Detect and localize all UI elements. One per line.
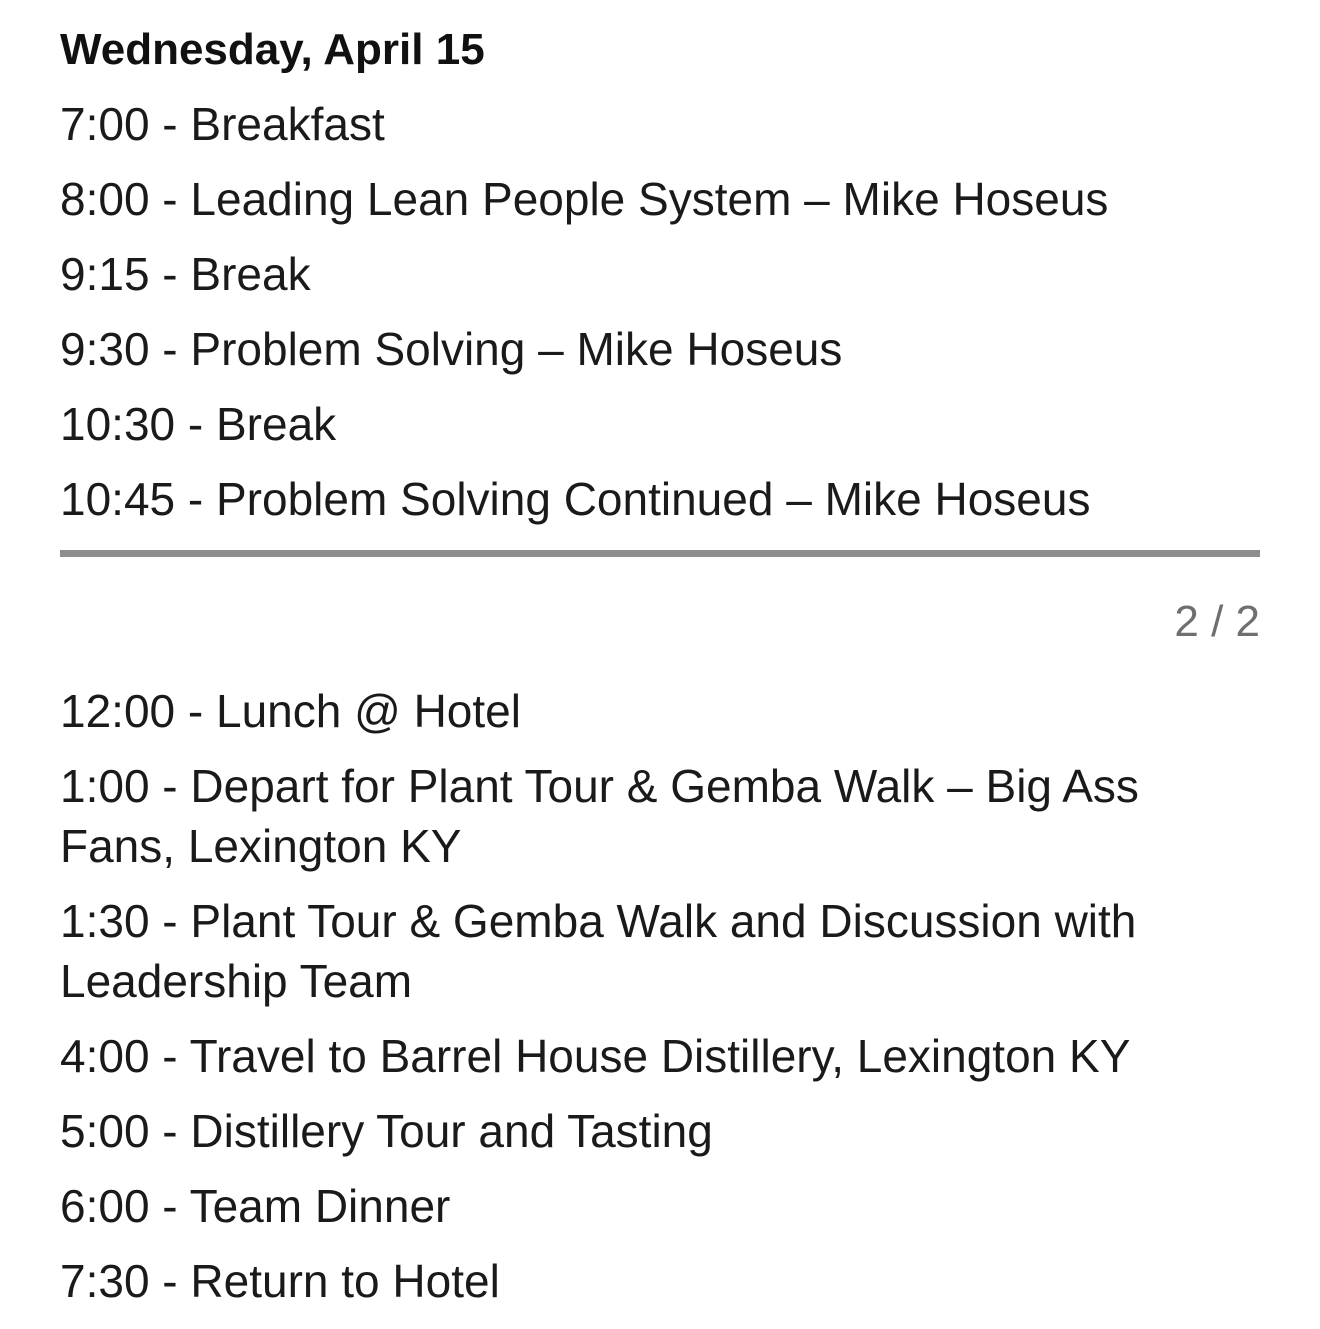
schedule-item: 9:15 - Break <box>60 248 311 300</box>
schedule-item: 1:30 - Plant Tour & Gemba Walk and Discussion with Leadership Team <box>60 895 1137 1007</box>
schedule-item: 5:00 - Distillery Tour and Tasting <box>60 1105 713 1157</box>
page-divider <box>60 550 1260 557</box>
schedule-page <box>60 0 1260 1329</box>
schedule-item: 7:00 - Breakfast <box>60 98 385 150</box>
schedule-item: 7:30 - Return to Hotel <box>60 1255 500 1307</box>
day-heading: Wednesday, April 15 <box>60 25 485 74</box>
schedule-item: 10:30 - Break <box>60 398 337 450</box>
schedule-item: 10:45 - Problem Solving Continued – Mike Hoseus <box>60 473 1091 525</box>
schedule-item: 8:00 - Leading Lean People System – Mike Hoseus <box>60 173 1109 225</box>
page-indicator: 2 / 2 <box>1174 597 1260 646</box>
schedule-item: 9:30 - Problem Solving – Mike Hoseus <box>60 323 843 375</box>
schedule-item: 12:00 - Lunch @ Hotel <box>60 685 521 737</box>
schedule-item: 4:00 - Travel to Barrel House Distillery, Lexington KY <box>60 1030 1131 1082</box>
schedule-item: 1:00 - Depart for Plant Tour & Gemba Walk – Big Ass Fans, Lexington KY <box>60 760 1139 872</box>
schedule-item: 6:00 - Team Dinner <box>60 1180 451 1232</box>
